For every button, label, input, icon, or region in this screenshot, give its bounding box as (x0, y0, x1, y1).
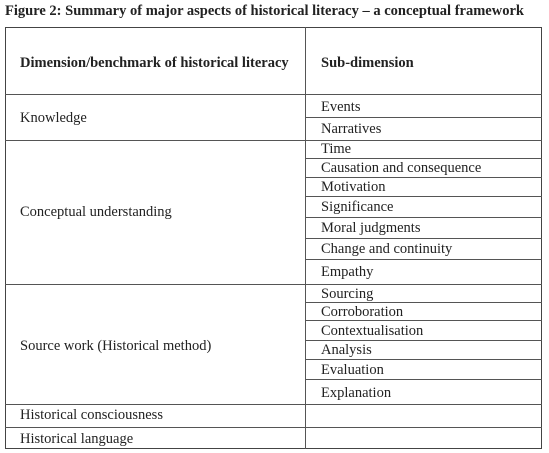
subdimension-cell: Evaluation (321, 362, 384, 378)
subrow-divider (305, 217, 542, 218)
dimension-cell: Source work (Historical method) (20, 338, 212, 354)
subdimension-cell: Causation and consequence (321, 160, 482, 176)
subdimension-cell: Motivation (321, 179, 386, 195)
subdimension-cell: Corroboration (321, 304, 404, 320)
subrow-divider (305, 196, 542, 197)
subdimension-cell: Significance (321, 199, 394, 215)
subrow-divider (305, 117, 542, 118)
subdimension-cell: Contextualisation (321, 323, 424, 339)
subdimension-cell: Empathy (321, 264, 374, 280)
header-row-divider (5, 94, 542, 95)
figure-caption: Figure 2: Summary of major aspects of historical literacy – a conceptual framework (5, 3, 524, 19)
subdimension-cell: Moral judgments (321, 220, 421, 236)
subrow-divider (305, 238, 542, 239)
subdimension-cell: Change and continuity (321, 241, 453, 257)
subdimension-cell: Time (321, 141, 352, 157)
subdimension-column-header: Sub-dimension (321, 55, 414, 71)
dimension-cell: Historical consciousness (20, 407, 163, 423)
subdimension-cell: Analysis (321, 342, 372, 358)
subdimension-cell: Events (321, 99, 361, 115)
row-divider (5, 404, 542, 405)
dimension-cell: Historical language (20, 431, 134, 447)
row-divider (5, 140, 542, 141)
subdimension-cell: Narratives (321, 121, 382, 137)
subrow-divider (305, 359, 542, 360)
dimension-cell: Conceptual understanding (20, 204, 172, 220)
row-divider (5, 427, 542, 428)
dimension-cell: Knowledge (20, 110, 87, 126)
subdimension-cell: Explanation (321, 385, 392, 401)
dimension-column-header: Dimension/benchmark of historical literacy (20, 55, 289, 71)
subrow-divider (305, 379, 542, 380)
row-divider (5, 284, 542, 285)
subdimension-cell: Sourcing (321, 286, 374, 302)
subrow-divider (305, 259, 542, 260)
